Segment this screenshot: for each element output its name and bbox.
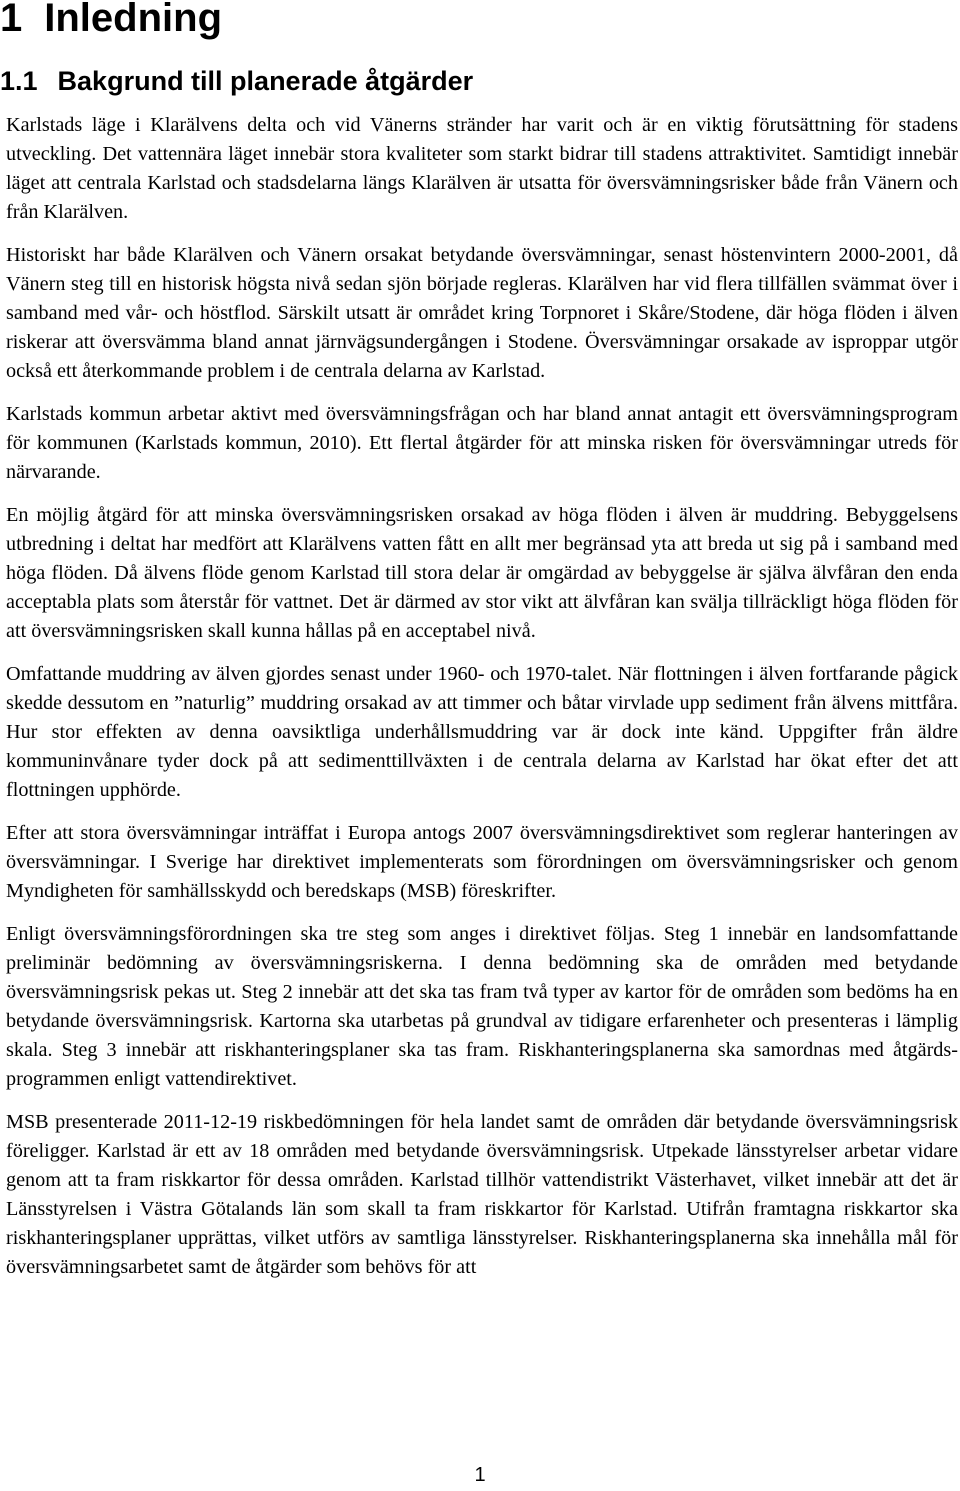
page-number: 1 — [474, 1464, 486, 1486]
paragraph: Omfattande muddring av älven gjordes senast under 1960- och 1970-talet. När flottningen i älven fortfarande pågick skedde dessutom en ”naturlig” muddring orsakad av att timmer och båtar virvlade upp sediment från älvens mittfåra. Hur stor effekten av denna oavsiktliga underhållsmuddring var är dock inte känd. Uppgifter från äldre kommuninvånare tyder dock på att sedimenttillväxten i de centrala delarna av Karlstad har ökat efter det att flottningen upphörde. — [6, 663, 958, 801]
chapter-heading — [0, 0, 222, 42]
paragraph: En möjlig åtgärd för att minska översvämningsrisken orsakad av höga flöden i älven är muddring. Bebyggelsens utbredning i deltat har medfört att Klarälvens vatten fått en allt mer begränsad yta att breda ut sig på i samband med höga flöden. Då älvens flöde genom Karlstad till stora delar är omgärdad av bebyggelse är själva älvfåran den enda acceptabla plats som återstår för vattnet. Det är därmed av stor vikt att älvfåran kan svälja tillräckligt höga flöden för att översvämningsrisken skall kunna hållas på en acceptabel nivå. — [6, 504, 958, 642]
body-text — [6, 111, 958, 1296]
paragraph: Efter att stora översvämningar inträffat i Europa antogs 2007 översvämningsdirektivet som reglerar hanteringen av översvämningar. I Sverige har direktivet implementerats som förordningen om översvämningsrisker och genom Myndigheten för samhällsskydd och beredskaps (MSB) föreskrifter. — [6, 822, 958, 902]
chapter-title: Inledning — [44, 0, 223, 40]
section-heading — [0, 63, 473, 99]
paragraph: Enligt översvämningsförordningen ska tre steg som anges i direktivet följas. Steg 1 innebär en landsomfattande preliminär bedömning av översvämningsriskerna. I denna bedömning ska de områden med betydande översvämningsrisk pekas ut. Steg 2 innebär att det ska tas fram två typer av kartor för de områden som bedöms ha en betydande översvämningsrisk. Kartorna ska utarbetas på grundval av tidigare erfarenheter och presenteras i lämplig skala. Steg 3 innebär att riskhanteringsplaner ska tas fram. Riskhanteringsplanerna ska samordnas med åtgärdsprogrammen enligt vattendirektivet. — [6, 923, 958, 1090]
paragraph: Karlstads kommun arbetar aktivt med översvämningsfrågan och har bland annat antagit ett översvämningsprogram för kommunen (Karlstads kommun, 2010). Ett flertal åtgärder för att minska risken för översvämningar utreds för närvarande. — [6, 403, 958, 483]
paragraph: Karlstads läge i Klarälvens delta och vid Vänerns stränder har varit och är en viktig förutsättning för stadens utveckling. Det vattennära läget innebär stora kvaliteter som starkt bidrar till stadens attraktivitet. Samtidigt innebär läget att centrala Karlstad och stadsdelarna längs Klarälven är utsatta för översvämningsrisker både från Vänern och från Klarälven. — [6, 114, 958, 223]
section-number: 1.1 — [0, 66, 38, 96]
paragraph: Historiskt har både Klarälven och Vänern orsakat betydande översvämningar, senast höstenvintern 2000-2001, då Vänern steg till en historisk högsta nivå sedan sjön började regleras. Klarälven har vid flera tillfällen svämmat över i samband med vår- och höstflod. Särskilt utsatt är området kring Torpnoret i Skåre/Stodene, där höga flöden i älven riskerar att översvämma bland annat järnvägsundergången i Stodene. Översvämningar orsakade av isproppar utgör också ett återkommande problem i de centrala delarna av Karlstad. — [6, 244, 958, 382]
paragraph: MSB presenterade 2011-12-19 riskbedömningen för hela landet samt de områden där betydande översvämningsrisk föreligger. Karlstad är ett av 18 områden med betydande översvämningsrisk. Utpekade länsstyrelser arbetar vidare genom att ta fram riskkartor för dessa områden. Karlstad tillhör vattendistrikt Västerhavet, vilket innebär att det är Länsstyrelsen i Västra Götalands län som skall ta fram riskkartor för Karlstad. Utifrån framtagna riskkartor ska riskhanteringsplaner upprättas, vilket utförs av samtliga länsstyrelser. Riskhanteringsplanerna ska innehålla mål för översvämningsarbetet samt de åtgärder som behövs för att — [6, 1111, 958, 1278]
section-title: Bakgrund till planerade åtgärder — [57, 66, 474, 96]
chapter-number: 1 — [0, 0, 23, 40]
